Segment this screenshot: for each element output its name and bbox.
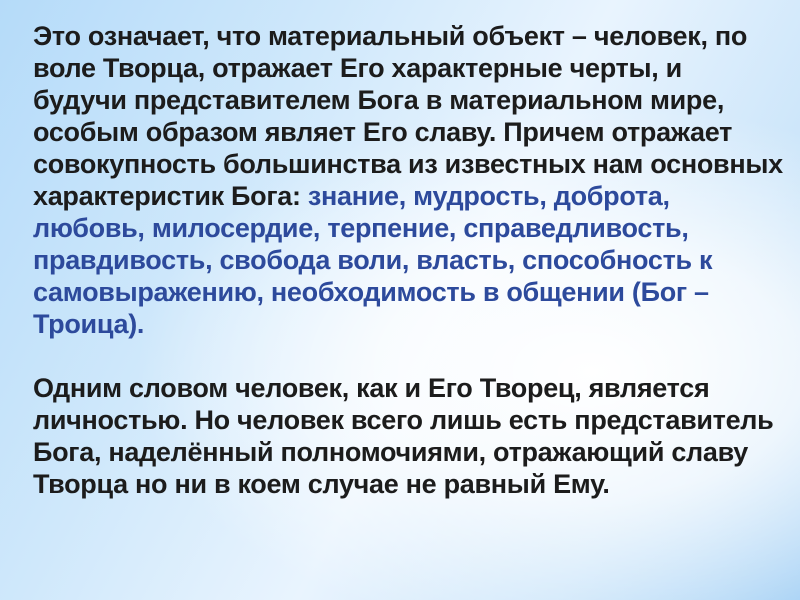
text-line xyxy=(33,84,793,116)
text-line xyxy=(33,468,793,500)
text-line xyxy=(33,308,793,340)
text-segment-dark: характеристик Бога: xyxy=(33,181,308,211)
text-segment-dark: Бога, наделённый полномочиями, отражающий славу xyxy=(33,437,748,467)
text-line xyxy=(33,20,793,52)
text-segment-accent: правдивость, свобода воли, власть, способность к xyxy=(33,245,713,275)
text-line xyxy=(33,148,793,180)
text-line xyxy=(33,404,793,436)
text-segment-accent: знание, мудрость, доброта, xyxy=(307,181,670,211)
text-line xyxy=(33,276,793,308)
text-line xyxy=(33,244,793,276)
text-segment-dark: воле Творца, отражает Его характерные черты, и xyxy=(33,53,682,83)
text-segment-dark: личностью. Но человек всего лишь есть представитель xyxy=(33,405,774,435)
text-segment-dark: особым образом являет Его славу. Причем отражает xyxy=(33,117,732,147)
text-segment-accent: самовыражению, необходимость в общении (Бог – xyxy=(33,277,709,307)
paragraph-1 xyxy=(33,20,793,340)
slide-text-block xyxy=(33,20,793,500)
text-line xyxy=(33,436,793,468)
text-segment-accent: любовь, милосердие, терпение, справедливость, xyxy=(33,213,689,243)
text-segment-dark: совокупность большинства из известных нам основных xyxy=(33,149,783,179)
text-line xyxy=(33,116,793,148)
text-line xyxy=(33,212,793,244)
text-line xyxy=(33,180,793,212)
text-line xyxy=(33,372,793,404)
text-segment-dark: Одним словом человек, как и Его Творец, является xyxy=(33,373,710,403)
text-line xyxy=(33,52,793,84)
text-segment-accent: Троица). xyxy=(33,309,145,339)
text-segment-dark: Это означает, что материальный объект – человек, по xyxy=(33,21,748,51)
text-segment-dark: будучи представителем Бога в материальном мире, xyxy=(33,85,725,115)
text-segment-dark: Творца но ни в коем случае не равный Ему. xyxy=(33,469,610,499)
paragraph-2 xyxy=(33,372,793,500)
